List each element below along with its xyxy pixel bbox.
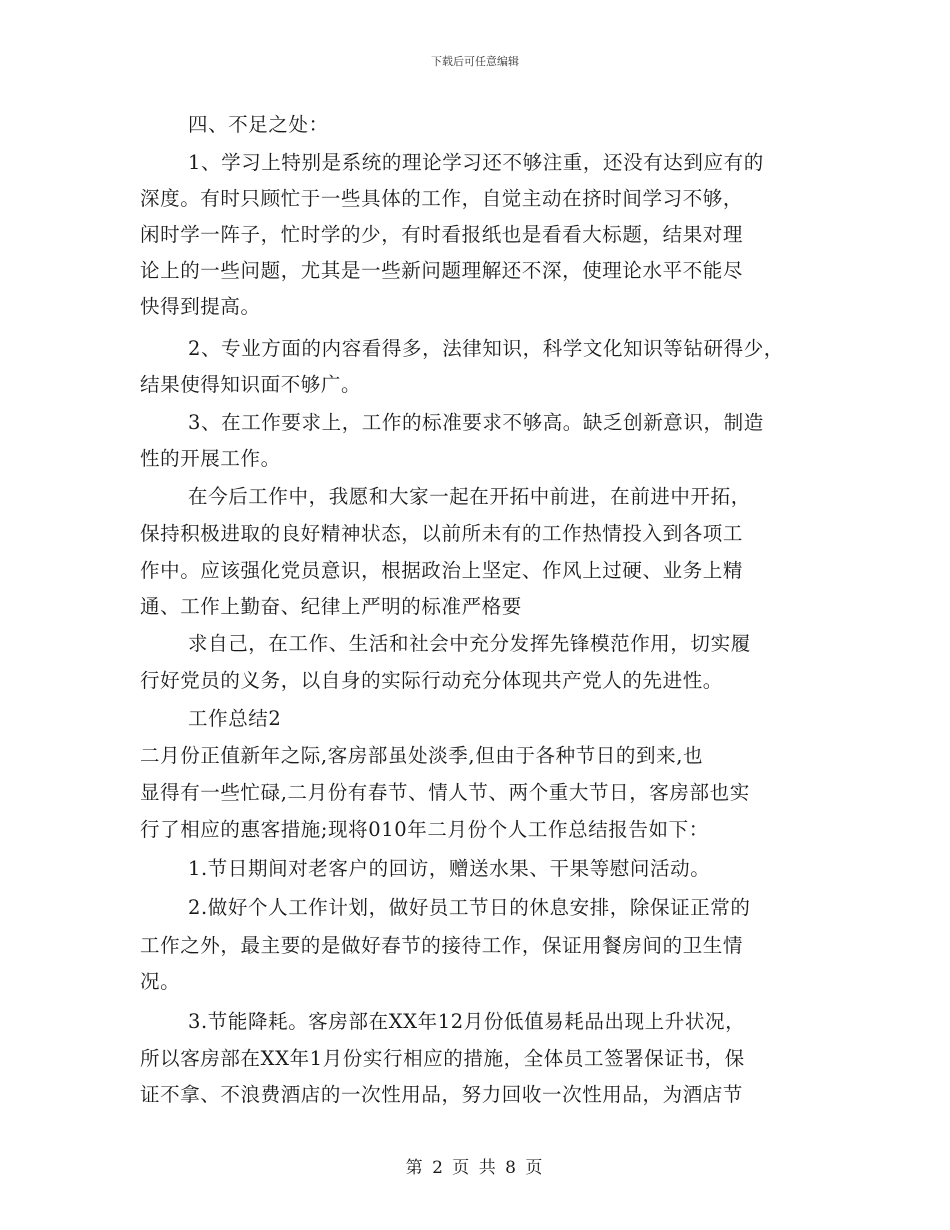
paragraph-line: 作中。应该强化党员意识，根据政治上坚定、作风上过硬、业务上精 xyxy=(140,559,744,582)
paragraph-line: 在今后工作中，我愿和大家一起在开拓中前进，在前进中开拓， xyxy=(188,485,751,508)
paragraph-line: 证不拿、不浪费酒店的一次性用品，努力回收一次性用品，为酒店节 xyxy=(140,1083,744,1106)
paragraph-line: 二月份正值新年之际,客房部虽处淡季,但由于各种节日的到来,也 xyxy=(140,744,704,767)
paragraph-line: 行好党员的义务，以自身的实际行动充分体现共产党人的先进性。 xyxy=(140,669,723,692)
section-heading: 工作总结2 xyxy=(188,707,282,730)
paragraph-line: 结果使得知识面不够广。 xyxy=(140,373,362,396)
paragraph-line: 2、专业方面的内容看得多，法律知识，科学文化知识等钻研得少， xyxy=(188,337,784,360)
paragraph-line: 所以客房部在XX年1月份实行相应的措施，全体员工签署保证书，保 xyxy=(140,1047,745,1070)
paragraph-line: 论上的一些问题，尤其是一些新问题理解还不深，使理论水平不能尽 xyxy=(140,259,744,282)
paragraph-line: 显得有一些忙碌,二月份有春节、情人节、两个重大节日，客房部也实 xyxy=(140,781,750,804)
paragraph-line: 行了相应的惠客措施;现将010年二月份个人工作总结报告如下： xyxy=(140,818,709,841)
paragraph-line: 况。 xyxy=(140,970,181,993)
paragraph-line: 保持积极进取的良好精神状态，以前所未有的工作热情投入到各项工 xyxy=(140,522,744,545)
paragraph-line: 3.节能降耗。客房部在XX年12月份低值易耗品出现上升状况， xyxy=(188,1010,746,1033)
paragraph-line: 1、学习上特别是系统的理论学习还不够注重，还没有达到应有的 xyxy=(188,151,764,174)
paragraph-line: 深度。有时只顾忙于一些具体的工作，自觉主动在挤时间学习不够， xyxy=(140,187,744,210)
paragraph-line: 1.节日期间对老客户的回访，赠送水果、干果等慰问活动。 xyxy=(188,857,711,880)
paragraph-line: 性的开展工作。 xyxy=(140,447,281,470)
page-footer: 第 2 页 共 8 页 xyxy=(405,1158,545,1178)
paragraph-line: 快得到提高。 xyxy=(140,295,261,318)
paragraph-line: 工作之外，最主要的是做好春节的接待工作，保证用餐房间的卫生情 xyxy=(140,934,744,957)
paragraph-line: 2.做好个人工作计划，做好员工节日的休息安排，除保证正常的 xyxy=(188,896,751,919)
paragraph-line: 求自己，在工作、生活和社会中充分发挥先锋模范作用，切实履 xyxy=(188,632,751,655)
paragraph-line: 3、在工作要求上，工作的标准要求不够高。缺乏创新意识，制造 xyxy=(188,411,764,434)
paragraph-line: 闲时学一阵子，忙时学的少，有时看报纸也是看看大标题，结果对理 xyxy=(140,223,744,246)
paragraph-line: 通、工作上勤奋、纪律上严明的标准严格要 xyxy=(140,595,522,618)
paragraph-line: 四、不足之处： xyxy=(188,113,329,136)
page-header: 下载后可任意编辑 xyxy=(431,55,519,68)
